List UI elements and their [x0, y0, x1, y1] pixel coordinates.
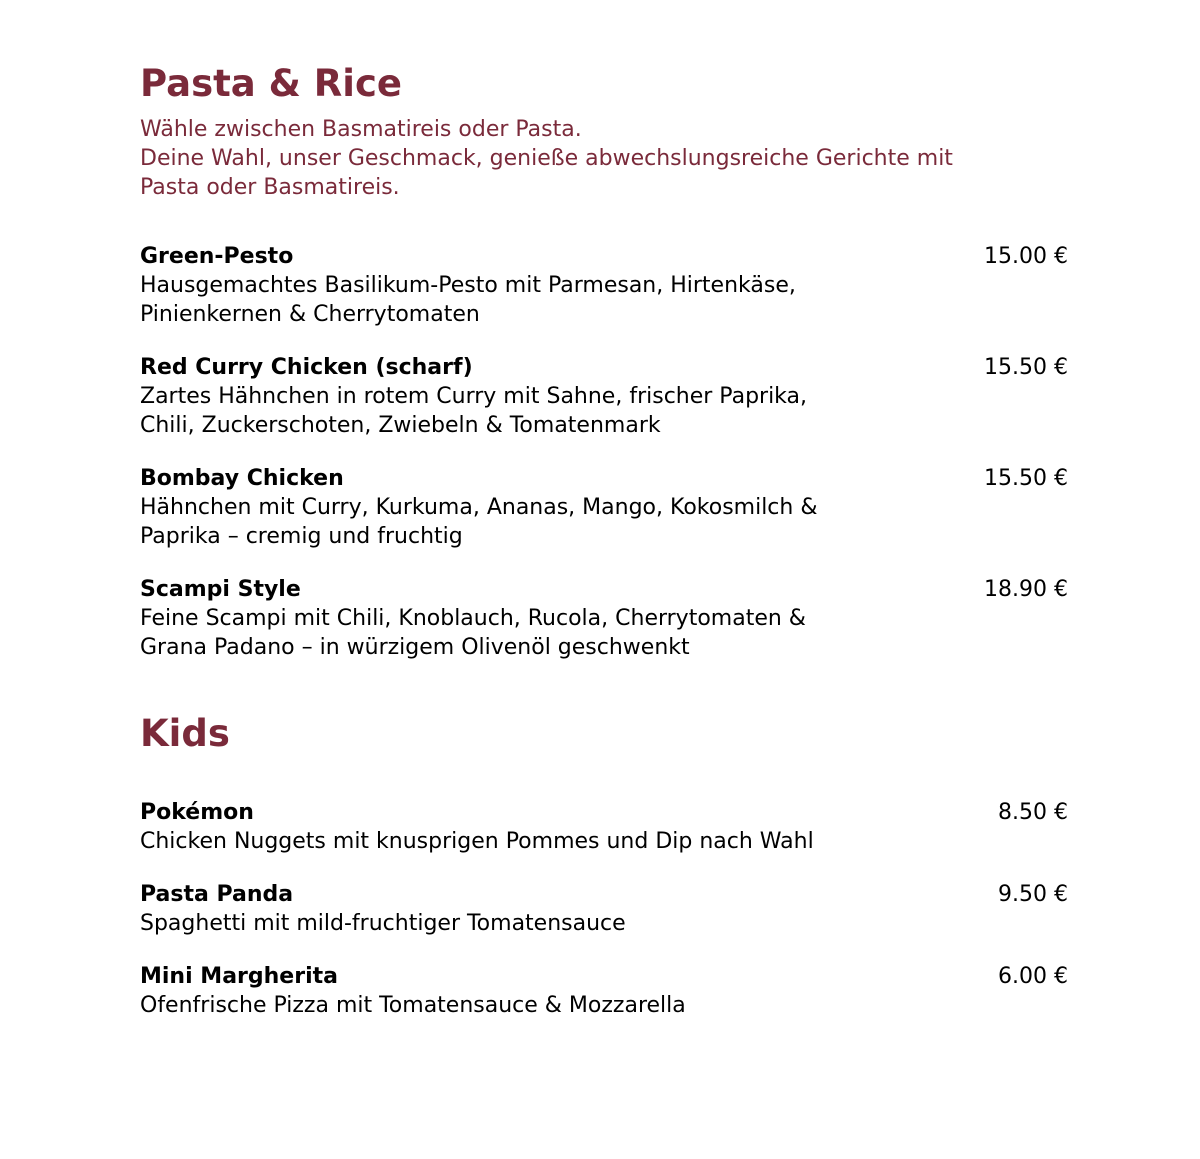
menu-page: [140, 62, 1068, 1044]
item-price: 6.00 €: [998, 964, 1068, 989]
item-description-line: Zartes Hähnchen in rotem Curry mit Sahne, frischer Paprika,: [140, 384, 808, 409]
menu-item: [140, 464, 1068, 551]
item-name: Green-Pesto: [140, 244, 294, 269]
intro-line: Pasta oder Basmatireis.: [140, 175, 400, 200]
menu-item: [140, 798, 1068, 856]
menu-list-pasta-rice: [140, 242, 1068, 662]
menu-item: [140, 575, 1068, 662]
item-name: Pasta Panda: [140, 882, 294, 907]
item-price: 15.50 €: [984, 466, 1068, 491]
item-description-line: Paprika – cremig und fruchtig: [140, 524, 463, 549]
item-description-line: Chicken Nuggets mit knusprigen Pommes und Dip nach Wahl: [140, 829, 814, 854]
section-title-kids: Kids: [140, 712, 230, 755]
item-name: Red Curry Chicken (scharf): [140, 355, 473, 380]
item-name: Bombay Chicken: [140, 466, 344, 491]
item-description-line: Spaghetti mit mild-fruchtiger Tomatensauce: [140, 911, 626, 936]
item-price: 8.50 €: [998, 800, 1068, 825]
section-intro: [140, 115, 1068, 202]
item-description-line: Pinienkernen & Cherrytomaten: [140, 302, 480, 327]
item-description-line: Grana Padano – in würzigem Olivenöl geschwenkt: [140, 635, 690, 660]
section-title-pasta-rice: Pasta & Rice: [140, 62, 402, 105]
item-name: Scampi Style: [140, 577, 301, 602]
item-description-line: Hähnchen mit Curry, Kurkuma, Ananas, Mango, Kokosmilch &: [140, 495, 818, 520]
item-price: 15.50 €: [984, 355, 1068, 380]
item-description-line: Chili, Zuckerschoten, Zwiebeln & Tomatenmark: [140, 413, 661, 438]
menu-list-kids: [140, 798, 1068, 1020]
item-description-line: Feine Scampi mit Chili, Knoblauch, Rucola, Cherrytomaten &: [140, 606, 806, 631]
item-name: Pokémon: [140, 800, 254, 825]
menu-item: [140, 242, 1068, 329]
item-description-line: Ofenfrische Pizza mit Tomatensauce & Mozzarella: [140, 993, 686, 1018]
menu-item: [140, 353, 1068, 440]
menu-item: [140, 880, 1068, 938]
intro-line: Wähle zwischen Basmatireis oder Pasta.: [140, 117, 582, 142]
intro-line: Deine Wahl, unser Geschmack, genieße abwechslungsreiche Gerichte mit: [140, 146, 953, 171]
menu-item: [140, 962, 1068, 1020]
item-description-line: Hausgemachtes Basilikum-Pesto mit Parmesan, Hirtenkäse,: [140, 273, 796, 298]
item-name: Mini Margherita: [140, 964, 338, 989]
item-price: 18.90 €: [984, 577, 1068, 602]
item-price: 9.50 €: [998, 882, 1068, 907]
item-price: 15.00 €: [984, 244, 1068, 269]
